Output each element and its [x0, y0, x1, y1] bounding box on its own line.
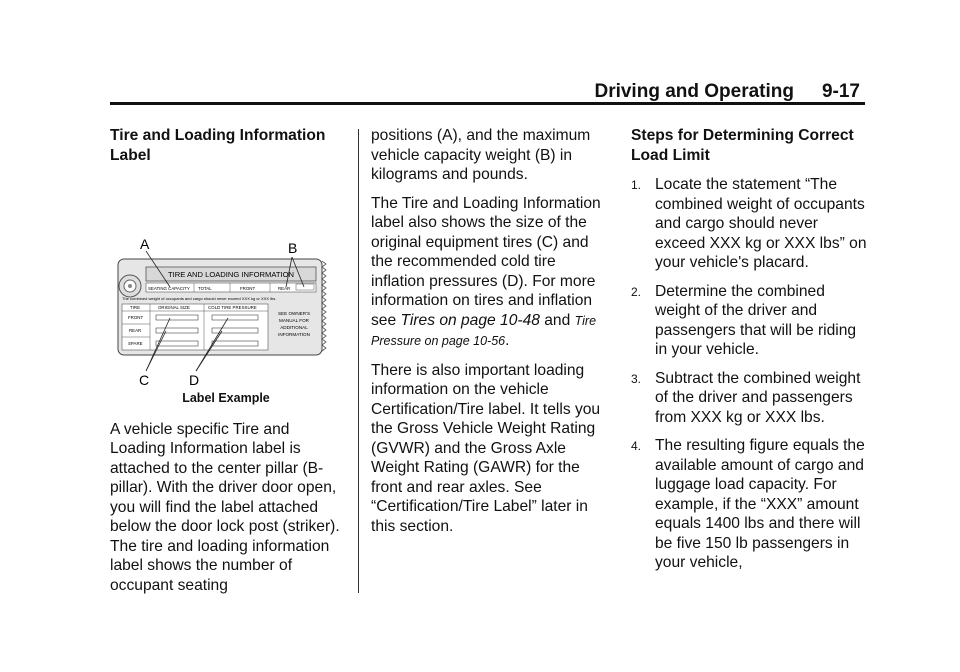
see-manual-line-3: ADDITIONAL — [280, 325, 308, 330]
section-title: Driving and Operating — [594, 81, 794, 102]
see-manual-line-1: SEE OWNER'S — [277, 311, 311, 316]
step-number: 3. — [631, 371, 642, 386]
list-item — [631, 436, 867, 573]
header-rule — [110, 102, 865, 105]
label-example-figure — [110, 169, 342, 388]
row-spare-label: SPARE — [128, 341, 143, 346]
column-1 — [110, 126, 342, 604]
callout-c: C — [139, 372, 150, 388]
col-cold-pressure-header: COLD TIRE PRESSURE — [208, 305, 257, 310]
callout-d: D — [189, 372, 200, 388]
seating-capacity-label: SEATING CAPACITY — [148, 286, 190, 291]
callout-a: A — [140, 236, 150, 252]
row-front-label: FRONT — [128, 315, 144, 320]
tire-label-diagram — [110, 169, 342, 388]
paragraph-label-location: A vehicle specific Tire and Loading Information label is attached to the center pillar (B-pillar). With the driver door open, you will find the label attached below the door lock post (striker). The tire and loading information label shows the number of occupant seating — [110, 420, 340, 594]
paragraph-label-shows — [371, 194, 605, 352]
row-rear-label: REAR — [129, 328, 142, 333]
list-item — [631, 282, 867, 360]
see-manual-line-2: MANUAL FOR — [279, 318, 309, 323]
section-heading-load-limit: Steps for Determining Correct Load Limit — [631, 127, 854, 164]
paragraph-end-period: . — [505, 332, 510, 349]
link-tire-pressure-page[interactable]: Tire Pressure on page 10-56 — [371, 313, 597, 348]
load-limit-steps — [631, 175, 867, 573]
step-text: Locate the statement “The combined weight of occupants and cargo should never exceed XXX kg or XXX lbs” on your vehicle's placard. — [655, 176, 867, 271]
combined-weight-note: The combined weight of occupants and cargo should never exceed XXX kg or XXX lbs. — [122, 296, 277, 301]
paragraph-certification-label: There is also important loading information on the vehicle Certification/Tire label. It tells you the Gross Vehicle Weight Rating (GVWR) and the Gross Axle Weight Rating (GAWR) for the front and rear axles. See “Certification/Tire Label” later in this section. — [371, 361, 601, 535]
step-text: Subtract the combined weight of the driver and passengers from XXX kg or XXX lbs. — [655, 369, 861, 426]
step-number: 4. — [631, 439, 642, 453]
step-text: The resulting figure equals the available amount of cargo and luggage load capacity. For example, if the “XXX” amount equals 1400 lbs and there will be five 150 lb passengers in your vehicle, — [655, 437, 865, 571]
list-item — [631, 369, 867, 428]
label-edge-pattern — [322, 261, 326, 351]
col-tire-header: TIRE — [130, 305, 141, 310]
paragraph-and-text: and — [539, 311, 575, 329]
rear-label: REAR — [278, 286, 291, 291]
page-number: 9-17 — [821, 81, 860, 102]
column-3 — [631, 126, 867, 582]
step-text: Determine the combined weight of the driver and passengers that will be riding in your vehicle. — [655, 282, 857, 358]
total-label: TOTAL — [198, 286, 212, 291]
step-number: 1. — [631, 178, 642, 192]
front-label: FRONT — [240, 286, 256, 291]
see-manual-line-4: INFORMATION — [278, 332, 310, 337]
link-tires-on-page[interactable]: Tires on page 10-48 — [400, 311, 540, 329]
page-header — [594, 78, 866, 104]
label-title: TIRE AND LOADING INFORMATION — [167, 270, 295, 279]
col-original-size-header: ORIGINAL SIZE — [158, 305, 190, 310]
list-item — [631, 175, 867, 273]
step-number: 2. — [631, 284, 642, 299]
callout-b: B — [288, 240, 298, 256]
paragraph-label-shows-text: The Tire and Loading Information label also shows the size of the original equipment tires (C) and the recommended cold tire inflation pressures (D). For more information on tires and inflation see — [371, 194, 601, 329]
section-heading-tire-label: Tire and Loading Information Label — [110, 127, 326, 164]
column-divider — [358, 129, 359, 593]
column-2 — [371, 126, 605, 545]
paragraph-positions: positions (A), and the maximum vehicle capacity weight (B) in kilograms and pounds. — [371, 127, 591, 183]
figure-caption: Label Example — [182, 391, 270, 405]
